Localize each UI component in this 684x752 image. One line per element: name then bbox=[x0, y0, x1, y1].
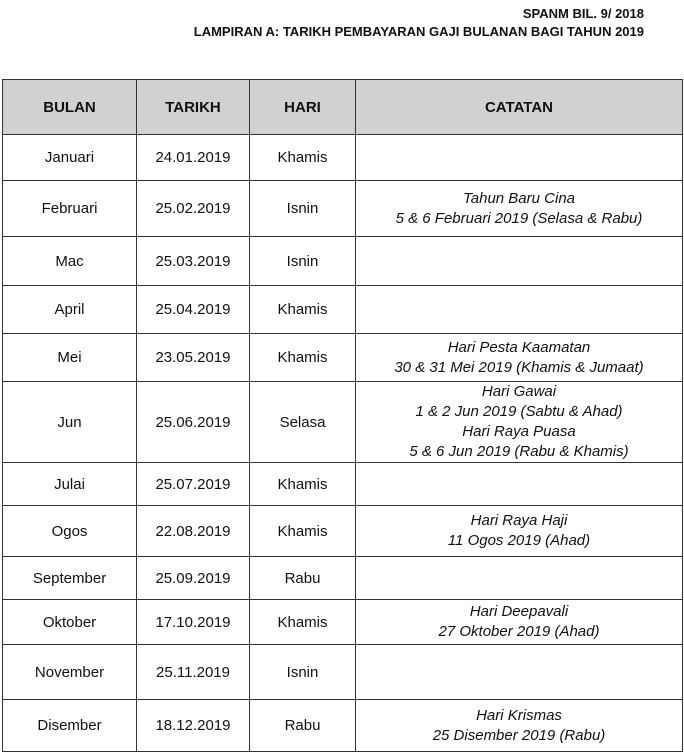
note-cell bbox=[356, 645, 683, 700]
note-line: 5 & 6 Februari 2019 (Selasa & Rabu) bbox=[395, 209, 643, 227]
note-cell bbox=[356, 135, 683, 181]
note-line: Hari Krismas bbox=[476, 706, 562, 724]
table-header-row bbox=[3, 80, 683, 135]
table-row bbox=[3, 645, 683, 700]
month-cell: Disember bbox=[3, 700, 137, 752]
note-line: 5 & 6 Jun 2019 (Rabu & Khamis) bbox=[409, 443, 629, 460]
note-line: 30 & 31 Mei 2019 (Khamis & Jumaat) bbox=[394, 358, 644, 376]
table-row bbox=[3, 237, 683, 286]
table-row bbox=[3, 557, 683, 600]
note-line: 1 & 2 Jun 2019 (Sabtu & Ahad) bbox=[415, 403, 623, 420]
date-cell: 17.10.2019 bbox=[137, 600, 250, 645]
day-cell: Khamis bbox=[250, 506, 356, 557]
table-row bbox=[3, 506, 683, 557]
month-cell: Mac bbox=[3, 237, 137, 286]
note-line: Hari Deepavali bbox=[469, 603, 569, 620]
month-cell: November bbox=[3, 645, 137, 700]
note-cell bbox=[356, 286, 683, 334]
day-cell: Isnin bbox=[250, 181, 356, 237]
table-row bbox=[3, 463, 683, 506]
note-cell bbox=[356, 557, 683, 600]
month-cell: Oktober bbox=[3, 600, 137, 645]
day-cell: Rabu bbox=[250, 557, 356, 600]
day-cell: Khamis bbox=[250, 135, 356, 181]
day-cell: Rabu bbox=[250, 700, 356, 752]
day-cell: Khamis bbox=[250, 286, 356, 334]
column-header-hari: HARI bbox=[250, 80, 356, 135]
table-row bbox=[3, 600, 683, 645]
note-line: Hari Pesta Kaamatan bbox=[447, 338, 591, 356]
note-cell bbox=[356, 237, 683, 286]
table-row bbox=[3, 135, 683, 181]
note-cell bbox=[356, 463, 683, 506]
day-cell: Khamis bbox=[250, 463, 356, 506]
month-cell: Februari bbox=[3, 181, 137, 237]
date-cell: 25.07.2019 bbox=[137, 463, 250, 506]
date-cell: 23.05.2019 bbox=[137, 334, 250, 382]
note-line: Hari Raya Haji bbox=[470, 512, 568, 529]
day-cell: Khamis bbox=[250, 600, 356, 645]
date-cell: 22.08.2019 bbox=[137, 506, 250, 557]
table-row bbox=[3, 334, 683, 382]
note-cell bbox=[356, 334, 683, 382]
month-cell: Ogos bbox=[3, 506, 137, 557]
table-row bbox=[3, 286, 683, 334]
note-line: Tahun Baru Cina bbox=[462, 189, 576, 207]
date-cell: 24.01.2019 bbox=[137, 135, 250, 181]
date-cell: 25.06.2019 bbox=[137, 382, 250, 463]
month-cell: Jun bbox=[3, 382, 137, 463]
note-line: 25 Disember 2019 (Rabu) bbox=[432, 726, 606, 744]
column-header-bulan: BULAN bbox=[3, 80, 137, 135]
table-row bbox=[3, 181, 683, 237]
day-cell: Isnin bbox=[250, 237, 356, 286]
month-cell: April bbox=[3, 286, 137, 334]
date-cell: 25.02.2019 bbox=[137, 181, 250, 237]
month-cell: September bbox=[3, 557, 137, 600]
note-cell bbox=[356, 600, 683, 645]
day-cell: Isnin bbox=[250, 645, 356, 700]
column-header-tarikh: TARIKH bbox=[137, 80, 250, 135]
salary-date-table bbox=[2, 79, 683, 752]
date-cell: 25.09.2019 bbox=[137, 557, 250, 600]
day-cell: Selasa bbox=[250, 382, 356, 463]
date-cell: 25.11.2019 bbox=[137, 645, 250, 700]
note-cell bbox=[356, 700, 683, 752]
date-cell: 18.12.2019 bbox=[137, 700, 250, 752]
table-row bbox=[3, 382, 683, 463]
note-line: Hari Gawai bbox=[481, 383, 557, 400]
column-header-catatan: CATATAN bbox=[356, 80, 683, 135]
note-line: 27 Oktober 2019 (Ahad) bbox=[438, 623, 600, 640]
month-cell: Januari bbox=[3, 135, 137, 181]
date-cell: 25.04.2019 bbox=[137, 286, 250, 334]
note-line: 11 Ogos 2019 (Ahad) bbox=[447, 532, 591, 549]
table-row bbox=[3, 700, 683, 752]
document-reference: SPANM BIL. 9/ 2018 bbox=[522, 6, 644, 21]
note-cell bbox=[356, 382, 683, 463]
date-cell: 25.03.2019 bbox=[137, 237, 250, 286]
note-cell bbox=[356, 506, 683, 557]
note-cell bbox=[356, 181, 683, 237]
month-cell: Julai bbox=[3, 463, 137, 506]
month-cell: Mei bbox=[3, 334, 137, 382]
document-title: LAMPIRAN A: TARIKH PEMBAYARAN GAJI BULANAN BAGI TAHUN 2019 bbox=[193, 24, 644, 39]
day-cell: Khamis bbox=[250, 334, 356, 382]
note-line: Hari Raya Puasa bbox=[462, 423, 576, 440]
